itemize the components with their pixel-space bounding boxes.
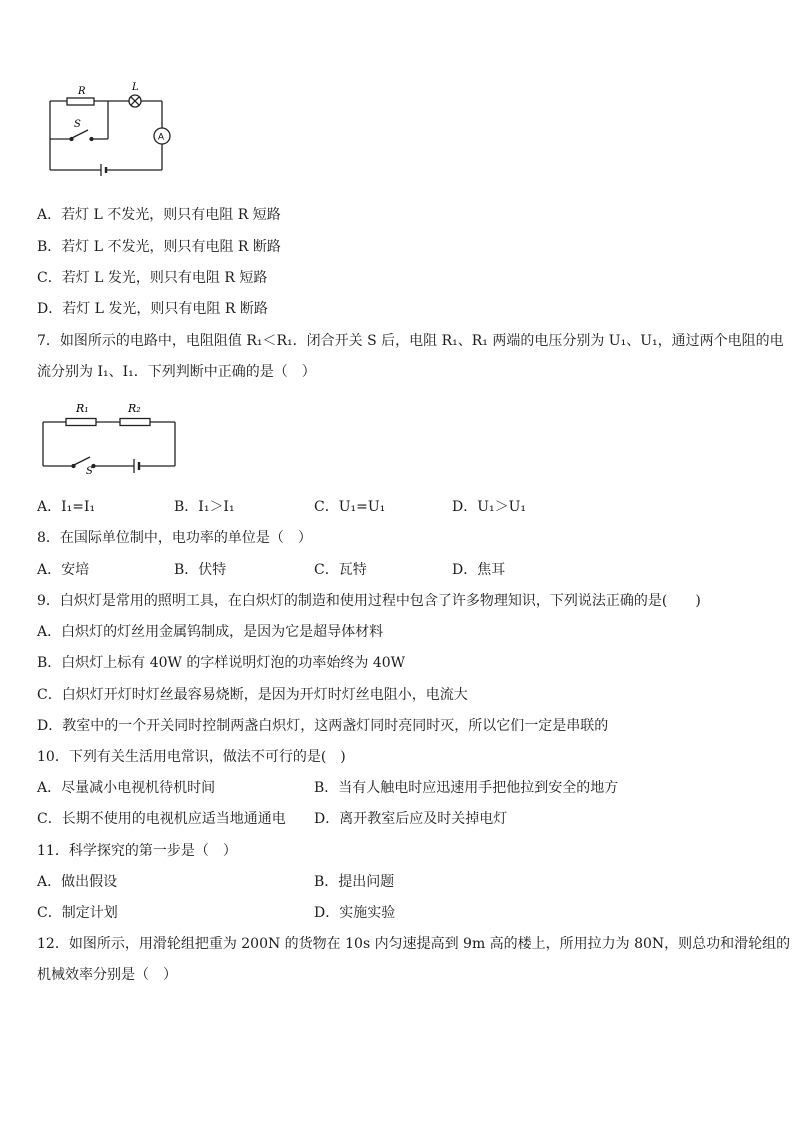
resistor-label: R bbox=[78, 86, 86, 97]
q7-option-d: D．U₁＞U₁ bbox=[452, 499, 527, 515]
q7-option-a: A．I₁=I₁ bbox=[37, 499, 96, 515]
q8-options bbox=[37, 561, 757, 579]
q11-option-d: D．实施实验 bbox=[314, 905, 396, 921]
q8-option-d: D．焦耳 bbox=[452, 562, 506, 578]
q8-option-a: A．安培 bbox=[37, 562, 90, 578]
q9-stem: 9．白炽灯是常用的照明工具，在白炽灯的制造和使用过程中包含了许多物理知识，下列说法正确的是( ) bbox=[37, 593, 701, 609]
circuit-diagram-2 bbox=[40, 398, 180, 474]
q10-option-a: A．尽量减小电视机待机时间 bbox=[37, 780, 216, 796]
q11-options-row2 bbox=[37, 904, 757, 922]
q11-options-row1 bbox=[37, 873, 757, 891]
s-label: S bbox=[86, 466, 93, 474]
q8-option-b: B．伏特 bbox=[174, 562, 227, 578]
q9-option-c: C．白炽灯开灯时灯丝最容易烧断，是因为开灯时灯丝电阻小，电流大 bbox=[37, 687, 468, 703]
q7-option-b: B．I₁＞I₁ bbox=[174, 499, 235, 515]
q8-option-c: C．瓦特 bbox=[314, 562, 367, 578]
q9-option-a: A．白炽灯的灯丝用金属钨制成，是因为它是超导体材料 bbox=[37, 624, 384, 640]
q6-option-c: C．若灯 L 发光，则只有电阻 R 短路 bbox=[37, 270, 268, 286]
q10-options-row2 bbox=[37, 810, 757, 828]
lamp-label: L bbox=[132, 82, 139, 93]
q11-option-b: B．提出问题 bbox=[314, 874, 395, 890]
resistor-r2 bbox=[120, 419, 150, 426]
r2-label: R₂ bbox=[128, 402, 141, 415]
resistor-r1 bbox=[66, 419, 96, 426]
q6-option-d: D．若灯 L 发光，则只有电阻 R 断路 bbox=[37, 301, 268, 317]
q10-option-b: B．当有人触电时应迅速用手把他拉到安全的地方 bbox=[314, 780, 619, 796]
q8-stem: 8．在国际单位制中，电功率的单位是（ ） bbox=[37, 530, 312, 546]
q9-option-d: D．教室中的一个开关同时控制两盏白炽灯，这两盏灯同时亮同时灭，所以它们一定是串联的 bbox=[37, 718, 609, 734]
q10-option-d: D．离开教室后应及时关掉电灯 bbox=[314, 811, 508, 827]
q7-option-c: C．U₁=U₁ bbox=[314, 499, 386, 515]
q12-stem-line1: 12．如图所示，用滑轮组把重为 200N 的货物在 10s 内匀速提高到 9m 高的楼上，所用拉力为 80N，则总功和滑轮组的 bbox=[37, 936, 791, 952]
q11-stem: 11．科学探究的第一步是（ ） bbox=[37, 843, 237, 859]
q9-option-b: B．白炽灯上标有 40W 的字样说明灯泡的功率始终为 40W bbox=[37, 655, 406, 671]
switch-s bbox=[72, 130, 88, 138]
q11-option-c: C．制定计划 bbox=[37, 905, 118, 921]
q6-option-a: A．若灯 L 不发光，则只有电阻 R 短路 bbox=[37, 207, 281, 223]
circuit-diagram-1 bbox=[44, 82, 176, 182]
q12-stem-line2: 机械效率分别是（ ） bbox=[37, 967, 177, 983]
q7-stem-line2: 流分别为 I₁、I₁．下列判断中正确的是（ ） bbox=[37, 364, 316, 380]
q7-options bbox=[37, 498, 757, 516]
q10-stem: 10．下列有关生活用电常识，做法不可行的是( ) bbox=[37, 749, 346, 765]
q6-option-b: B．若灯 L 不发光，则只有电阻 R 断路 bbox=[37, 239, 281, 255]
q10-options-row1 bbox=[37, 779, 757, 797]
switch-s2 bbox=[74, 457, 90, 465]
resistor-r bbox=[67, 98, 94, 105]
switch-label: S bbox=[74, 119, 81, 130]
r1-label: R₁ bbox=[76, 402, 89, 415]
q11-option-a: A．做出假设 bbox=[37, 874, 118, 890]
ammeter-label: A bbox=[158, 131, 165, 142]
q7-stem-line1: 7．如图所示的电路中，电阻阻值 R₁＜R₁．闭合开关 S 后，电阻 R₁、R₁ 两端的电压分别为 U₁、U₁，通过两个电阻的电 bbox=[37, 333, 784, 349]
q10-option-c: C．长期不使用的电视机应适当地通通电 bbox=[37, 811, 286, 827]
